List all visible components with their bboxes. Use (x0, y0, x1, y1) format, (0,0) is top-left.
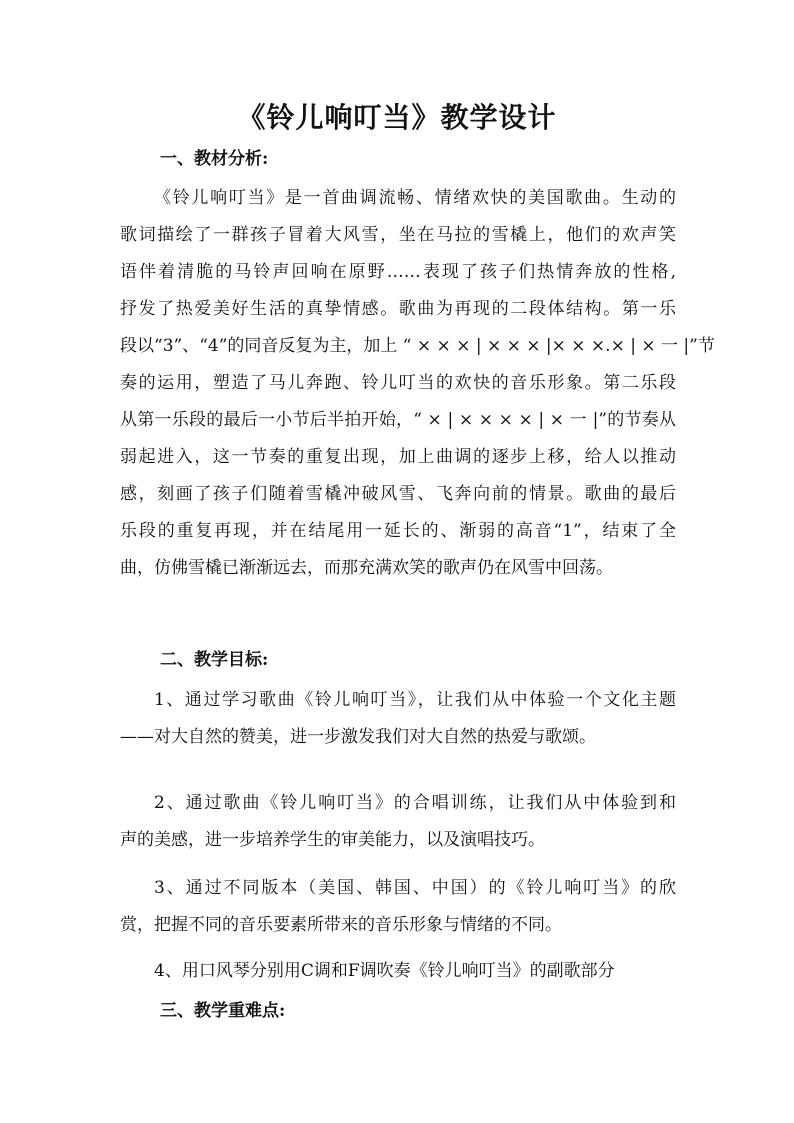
paragraph-line: 赏，把握不同的音乐要素所带来的音乐形象与情绪的不同。 (120, 915, 562, 935)
document-title: 《铃儿响叮当》教学设计 (237, 101, 557, 134)
paragraph-line: 段以“3”、“4”的同音反复为主，加上 “ × × × | × × × |× × ×.× | × 一 |”节 (120, 336, 715, 356)
section-heading-materials: 一、教材分析: (160, 149, 269, 169)
objective-item-1 (120, 682, 676, 756)
objective-item-4 (120, 953, 676, 990)
objective-item-2 (120, 785, 676, 859)
paragraph-line: 1、通过学习歌曲《铃儿响叮当》，让我们从中体验一个文化主题 (154, 690, 676, 710)
paragraph-line: 奏的运用，塑造了马儿奔跑、铃儿叮当的欢快的音乐形象。第二乐段 (120, 373, 676, 393)
paragraph-line: 2、通过歌曲《铃儿响叮当》的合唱训练，让我们从中体验到和 (154, 793, 676, 813)
paragraph-line: 感，刻画了孩子们随着雪橇冲破风雪、飞奔向前的情景。歌曲的最后 (120, 484, 676, 504)
paragraph-line: 4、用口风琴分别用C调和F调吹奏《铃儿响叮当》的副歌部分 (154, 961, 615, 981)
section-heading-objectives: 二、教学目标: (160, 650, 269, 670)
paragraph-line: 语伴着清脆的马铃声回响在原野……表现了孩子们热情奔放的性格, (120, 262, 676, 282)
paragraph-line: 弱起进入，这一节奏的重复出现，加上曲调的逐步上移，给人以推动 (120, 447, 676, 467)
paragraph-line: 抒发了热爱美好生活的真挚情感。歌曲为再现的二段体结构。第一乐 (120, 299, 676, 319)
paragraph-line: 从第一乐段的最后一小节后半拍开始，“ × | × × × × | × 一 |”的节奏从 (120, 410, 676, 430)
section-heading-key-points: 三、教学重难点: (160, 1001, 286, 1021)
paragraph-line: 乐段的重复再现，并在结尾用一延长的、渐弱的高音“1”，结束了全 (120, 521, 676, 541)
paragraph-line: 歌词描绘了一群孩子冒着大风雪，坐在马拉的雪橇上，他们的欢声笑 (120, 225, 676, 245)
paragraph-line: 《铃儿响叮当》是一首曲调流畅、情绪欢快的美国歌曲。生动的 (154, 188, 676, 208)
paragraph-line: ——对大自然的赞美，进一步激发我们对大自然的热爱与歌颂。 (120, 727, 596, 747)
materials-paragraph (120, 180, 715, 587)
paragraph-line: 曲，仿佛雪橇已渐渐远去，而那充满欢笑的歌声仍在风雪中回荡。 (120, 558, 613, 578)
paragraph-line: 3、通过不同版本（美国、韩国、中国）的《铃儿响叮当》的欣 (154, 878, 676, 898)
paragraph-line: 声的美感，进一步培养学生的审美能力，以及演唱技巧。 (120, 830, 545, 850)
objective-item-3 (120, 870, 676, 944)
